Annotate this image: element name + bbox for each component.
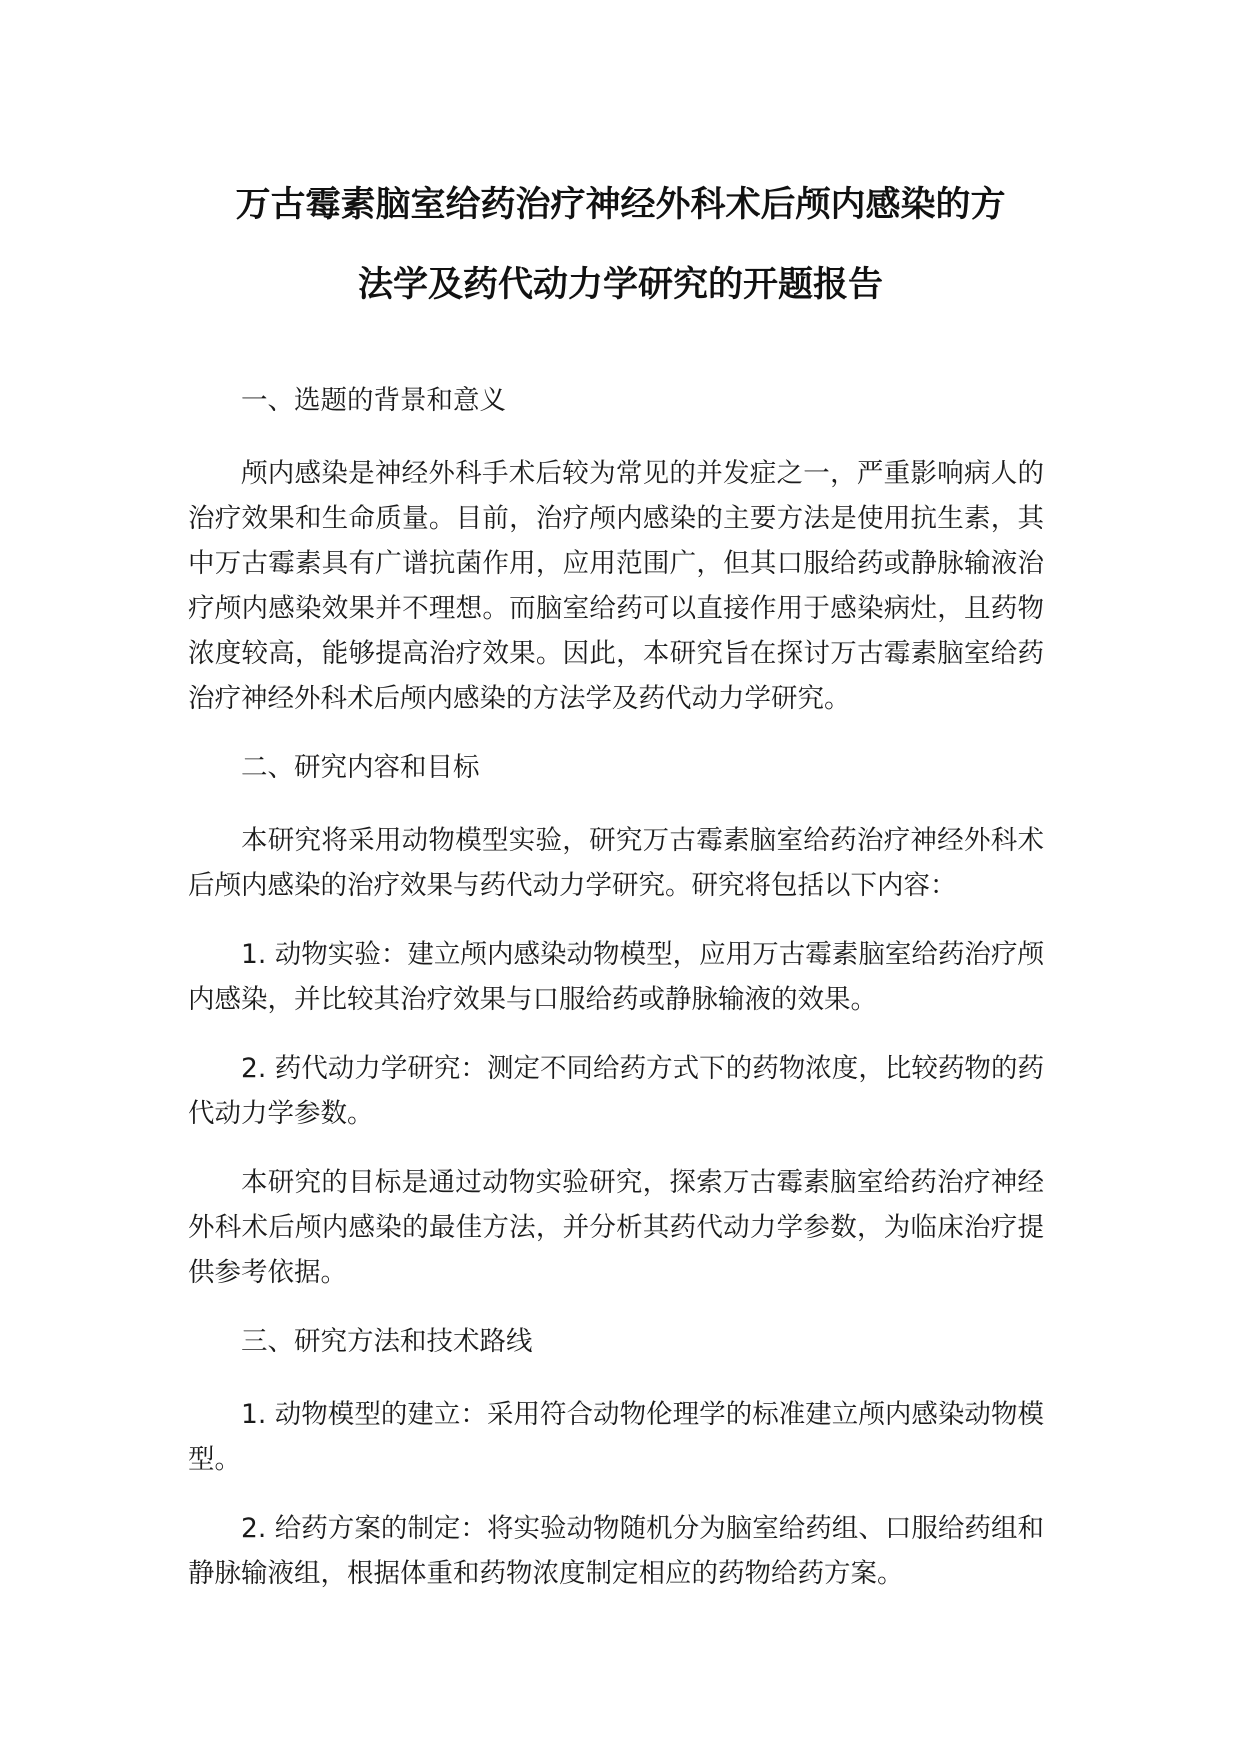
list-item-animal-model: 1. 动物模型的建立：采用符合动物伦理学的标准建立颅内感染动物模型。	[188, 1399, 1044, 1475]
paragraph-content-intro: 本研究将采用动物模型实验，研究万古霉素脑室给药治疗神经外科术后颅内感染的治疗效果与药代动力学研究。研究将包括以下内容：	[188, 825, 1044, 901]
paragraph-background: 颅内感染是神经外科手术后较为常见的并发症之一，严重影响病人的治疗效果和生命质量。目前，治疗颅内感染的主要方法是使用抗生素，其中万古霉素具有广谱抗菌作用，应用范围广，但其口服给药或静脉输液治疗颅内感染效果并不理想。而脑室给药可以直接作用于感染病灶，且药物浓度较高，能够提高治疗效果。因此，本研究旨在探讨万古霉素脑室给药治疗神经外科术后颅内感染的方法学及药代动力学研究。	[188, 458, 1044, 714]
list-item-dosing-plan: 2. 给药方案的制定：将实验动物随机分为脑室给药组、口服给药组和静脉输液组，根据体重和药物浓度制定相应的药物给药方案。	[188, 1513, 1044, 1589]
section-heading-content: 二、研究内容和目标	[241, 752, 480, 783]
paragraph-research-goal: 本研究的目标是通过动物实验研究，探索万古霉素脑室给药治疗神经外科术后颅内感染的最佳方法，并分析其药代动力学参数，为临床治疗提供参考依据。	[188, 1167, 1044, 1288]
section-heading-methods: 三、研究方法和技术路线	[241, 1326, 533, 1357]
section-heading-background: 一、选题的背景和意义	[241, 385, 506, 416]
document-title-line-2: 法学及药代动力学研究的开题报告	[357, 265, 883, 305]
document-body	[188, 378, 1044, 1620]
document-title-line-1: 万古霉素脑室给药治疗神经外科术后颅内感染的方	[235, 185, 1006, 225]
list-item-animal-experiment: 1. 动物实验：建立颅内感染动物模型，应用万古霉素脑室给药治疗颅内感染，并比较其治疗效果与口服给药或静脉输液的效果。	[188, 939, 1044, 1015]
list-item-pharmacokinetics: 2. 药代动力学研究：测定不同给药方式下的药物浓度，比较药物的药代动力学参数。	[188, 1053, 1044, 1129]
